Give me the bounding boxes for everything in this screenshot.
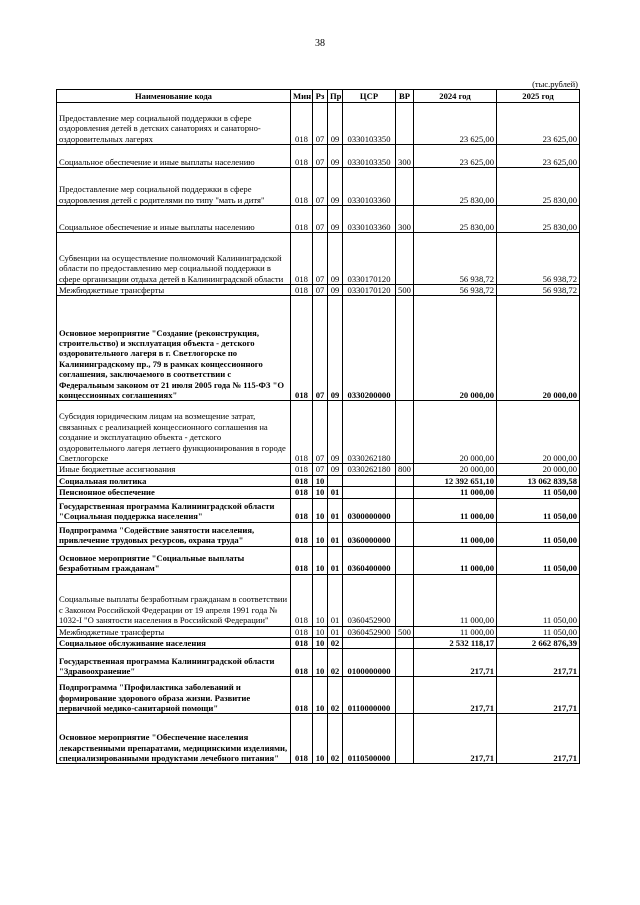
min-cell: 018 <box>291 649 313 677</box>
csr-cell: 0110000000 <box>343 677 396 714</box>
header-vr: ВР <box>396 90 414 103</box>
vr-cell <box>396 475 414 486</box>
units-label: (тыс.рублей) <box>532 79 578 89</box>
amount-2024-cell: 217,71 <box>414 714 497 764</box>
csr-cell: 0360000000 <box>343 522 396 546</box>
header-2025: 2025 год <box>497 90 580 103</box>
amount-2024-cell: 11 000,00 <box>414 574 497 626</box>
min-cell: 018 <box>291 487 313 498</box>
vr-cell: 800 <box>396 464 414 475</box>
name-cell: Социальное обеспечение и иные выплаты населению <box>57 145 291 168</box>
min-cell: 018 <box>291 168 313 206</box>
header-2024: 2024 год <box>414 90 497 103</box>
min-cell: 018 <box>291 677 313 714</box>
csr-cell: 0330170120 <box>343 233 396 285</box>
vr-cell <box>396 649 414 677</box>
name-cell: Основное мероприятие "Создание (реконструкция, строительство) и эксплуатация объекта - детского оздоровительного лагеря в г. Светлогорске по Калининградскому пр., 79 в рамках концессионного соглашения, заключаемого в соответствии с Федеральным законом от 21 июля 2005 года № 115-ФЗ "О концессионных соглашениях" <box>57 296 291 401</box>
rz-cell: 10 <box>313 626 328 637</box>
amount-2025-cell: 217,71 <box>497 714 580 764</box>
amount-2025-cell: 217,71 <box>497 649 580 677</box>
vr-cell <box>396 546 414 574</box>
min-cell: 018 <box>291 296 313 401</box>
table-row <box>57 103 580 145</box>
header-min: Мин <box>291 90 313 103</box>
table-row <box>57 714 580 764</box>
vr-cell <box>396 498 414 522</box>
csr-cell <box>343 487 396 498</box>
amount-2025-cell: 23 625,00 <box>497 103 580 145</box>
vr-cell: 300 <box>396 145 414 168</box>
pr-cell: 01 <box>328 487 343 498</box>
csr-cell: 0300000000 <box>343 498 396 522</box>
pr-cell: 09 <box>328 145 343 168</box>
rz-cell: 07 <box>313 401 328 464</box>
name-cell: Межбюджетные трансферты <box>57 626 291 637</box>
vr-cell <box>396 638 414 649</box>
min-cell: 018 <box>291 638 313 649</box>
page-number: 38 <box>315 38 325 49</box>
name-cell: Подпрограмма "Профилактика заболеваний и формирование здорового образа жизни. Развитие первичной медико-санитарной помощи" <box>57 677 291 714</box>
rz-cell: 10 <box>313 522 328 546</box>
table-header-row <box>57 90 580 103</box>
rz-cell: 10 <box>313 498 328 522</box>
pr-cell: 09 <box>328 233 343 285</box>
amount-2024-cell: 25 830,00 <box>414 168 497 206</box>
min-cell: 018 <box>291 464 313 475</box>
csr-cell: 0110500000 <box>343 714 396 764</box>
pr-cell: 01 <box>328 546 343 574</box>
name-cell: Предоставление мер социальной поддержки в сфере оздоровления детей с родителями по типу "мать и дитя" <box>57 168 291 206</box>
name-cell: Социальное обеспечение и иные выплаты населению <box>57 206 291 233</box>
csr-cell: 0330103350 <box>343 103 396 145</box>
pr-cell: 02 <box>328 638 343 649</box>
table-row <box>57 206 580 233</box>
amount-2024-cell: 11 000,00 <box>414 626 497 637</box>
name-cell: Предоставление мер социальной поддержки в сфере оздоровления детей в детских санаториях и санаторно-оздоровительных лагерях <box>57 103 291 145</box>
table-row <box>57 233 580 285</box>
amount-2024-cell: 20 000,00 <box>414 401 497 464</box>
table-row <box>57 626 580 637</box>
amount-2025-cell: 23 625,00 <box>497 145 580 168</box>
amount-2024-cell: 11 000,00 <box>414 487 497 498</box>
csr-cell: 0330262180 <box>343 464 396 475</box>
table-row <box>57 285 580 296</box>
rz-cell: 07 <box>313 145 328 168</box>
csr-cell: 0360452900 <box>343 626 396 637</box>
pr-cell: 09 <box>328 296 343 401</box>
amount-2024-cell: 23 625,00 <box>414 103 497 145</box>
csr-cell: 0100000000 <box>343 649 396 677</box>
amount-2024-cell: 217,71 <box>414 649 497 677</box>
rz-cell: 07 <box>313 296 328 401</box>
header-rz: Рз <box>313 90 328 103</box>
rz-cell: 10 <box>313 649 328 677</box>
amount-2025-cell: 56 938,72 <box>497 233 580 285</box>
vr-cell <box>396 522 414 546</box>
vr-cell <box>396 103 414 145</box>
amount-2024-cell: 11 000,00 <box>414 522 497 546</box>
amount-2025-cell: 11 050,00 <box>497 522 580 546</box>
pr-cell: 09 <box>328 285 343 296</box>
amount-2024-cell: 11 000,00 <box>414 546 497 574</box>
table-row <box>57 498 580 522</box>
rz-cell: 07 <box>313 103 328 145</box>
min-cell: 018 <box>291 522 313 546</box>
table-row <box>57 475 580 486</box>
rz-cell: 07 <box>313 285 328 296</box>
pr-cell: 01 <box>328 574 343 626</box>
vr-cell <box>396 487 414 498</box>
amount-2025-cell: 11 050,00 <box>497 626 580 637</box>
amount-2024-cell: 20 000,00 <box>414 464 497 475</box>
table-row <box>57 638 580 649</box>
header-pr: Пр <box>328 90 343 103</box>
amount-2024-cell: 25 830,00 <box>414 206 497 233</box>
vr-cell: 500 <box>396 285 414 296</box>
vr-cell: 500 <box>396 626 414 637</box>
table-row <box>57 145 580 168</box>
table-row <box>57 546 580 574</box>
amount-2025-cell: 11 050,00 <box>497 574 580 626</box>
rz-cell: 10 <box>313 475 328 486</box>
min-cell: 018 <box>291 285 313 296</box>
rz-cell: 07 <box>313 168 328 206</box>
amount-2024-cell: 56 938,72 <box>414 233 497 285</box>
min-cell: 018 <box>291 145 313 168</box>
rz-cell: 10 <box>313 487 328 498</box>
amount-2025-cell: 13 062 839,58 <box>497 475 580 486</box>
min-cell: 018 <box>291 498 313 522</box>
amount-2024-cell: 2 532 118,17 <box>414 638 497 649</box>
amount-2024-cell: 20 000,00 <box>414 296 497 401</box>
rz-cell: 10 <box>313 714 328 764</box>
pr-cell: 09 <box>328 464 343 475</box>
table-row <box>57 401 580 464</box>
name-cell: Основное мероприятие "Социальные выплаты безработным гражданам" <box>57 546 291 574</box>
name-cell: Социальные выплаты безработным гражданам в соответствии с Законом Российской Федерации от 19 апреля 1991 года № 1032-I "О занятости населения в Российской Федерации" <box>57 574 291 626</box>
vr-cell <box>396 574 414 626</box>
csr-cell: 0330103360 <box>343 206 396 233</box>
pr-cell <box>328 475 343 486</box>
pr-cell: 09 <box>328 206 343 233</box>
table-row <box>57 487 580 498</box>
vr-cell <box>396 677 414 714</box>
min-cell: 018 <box>291 546 313 574</box>
rz-cell: 07 <box>313 464 328 475</box>
amount-2024-cell: 11 000,00 <box>414 498 497 522</box>
amount-2025-cell: 11 050,00 <box>497 546 580 574</box>
min-cell: 018 <box>291 206 313 233</box>
name-cell: Государственная программа Калининградской области "Здравоохранение" <box>57 649 291 677</box>
vr-cell <box>396 233 414 285</box>
vr-cell: 300 <box>396 206 414 233</box>
rz-cell: 10 <box>313 574 328 626</box>
table-row <box>57 522 580 546</box>
table-row <box>57 168 580 206</box>
pr-cell: 01 <box>328 626 343 637</box>
amount-2025-cell: 217,71 <box>497 677 580 714</box>
pr-cell: 09 <box>328 103 343 145</box>
min-cell: 018 <box>291 626 313 637</box>
table-body <box>57 103 580 764</box>
csr-cell: 0330170120 <box>343 285 396 296</box>
table-row <box>57 296 580 401</box>
pr-cell: 01 <box>328 498 343 522</box>
pr-cell: 02 <box>328 714 343 764</box>
vr-cell <box>396 714 414 764</box>
name-cell: Основное мероприятие "Обеспечение населения лекарственными препаратами, медицинскими изделиями, специализированными продуктами лечебного питания" <box>57 714 291 764</box>
name-cell: Государственная программа Калининградской области "Социальная поддержка населения" <box>57 498 291 522</box>
pr-cell: 02 <box>328 677 343 714</box>
rz-cell: 07 <box>313 233 328 285</box>
amount-2025-cell: 2 662 876,39 <box>497 638 580 649</box>
amount-2024-cell: 12 392 651,10 <box>414 475 497 486</box>
name-cell: Социальная политика <box>57 475 291 486</box>
table-row <box>57 677 580 714</box>
csr-cell: 0330103350 <box>343 145 396 168</box>
csr-cell: 0330200000 <box>343 296 396 401</box>
pr-cell: 01 <box>328 522 343 546</box>
min-cell: 018 <box>291 401 313 464</box>
amount-2025-cell: 20 000,00 <box>497 464 580 475</box>
vr-cell <box>396 296 414 401</box>
amount-2025-cell: 11 050,00 <box>497 487 580 498</box>
name-cell: Подпрограмма "Содействие занятости населения, привлечение трудовых ресурсов, охрана труда" <box>57 522 291 546</box>
vr-cell <box>396 168 414 206</box>
csr-cell <box>343 475 396 486</box>
csr-cell: 0360400000 <box>343 546 396 574</box>
csr-cell <box>343 638 396 649</box>
name-cell: Субсидия юридическим лицам на возмещение затрат, связанных с реализацией концессионного соглашения на создание и эксплуатацию объекта - детского оздоровительного лагеря летнего функционирования в городе Светлогорске <box>57 401 291 464</box>
amount-2024-cell: 56 938,72 <box>414 285 497 296</box>
name-cell: Социальное обслуживание населения <box>57 638 291 649</box>
rz-cell: 10 <box>313 638 328 649</box>
pr-cell: 09 <box>328 168 343 206</box>
amount-2025-cell: 25 830,00 <box>497 206 580 233</box>
csr-cell: 0330262180 <box>343 401 396 464</box>
amount-2024-cell: 23 625,00 <box>414 145 497 168</box>
table-row <box>57 574 580 626</box>
name-cell: Иные бюджетные ассигнования <box>57 464 291 475</box>
vr-cell <box>396 401 414 464</box>
min-cell: 018 <box>291 475 313 486</box>
budget-table <box>56 89 580 764</box>
name-cell: Межбюджетные трансферты <box>57 285 291 296</box>
rz-cell: 10 <box>313 677 328 714</box>
csr-cell: 0360452900 <box>343 574 396 626</box>
amount-2025-cell: 11 050,00 <box>497 498 580 522</box>
table-row <box>57 464 580 475</box>
header-csr: ЦСР <box>343 90 396 103</box>
rz-cell: 10 <box>313 546 328 574</box>
amount-2025-cell: 20 000,00 <box>497 296 580 401</box>
rz-cell: 07 <box>313 206 328 233</box>
amount-2025-cell: 25 830,00 <box>497 168 580 206</box>
csr-cell: 0330103360 <box>343 168 396 206</box>
pr-cell: 02 <box>328 649 343 677</box>
header-name: Наименование кода <box>57 90 291 103</box>
table-row <box>57 649 580 677</box>
name-cell: Субвенции на осуществление полномочий Калининградской области по предоставлению мер социальной поддержки в сфере организации отдыха детей в Калининградской области <box>57 233 291 285</box>
amount-2025-cell: 56 938,72 <box>497 285 580 296</box>
name-cell: Пенсионное обеспечение <box>57 487 291 498</box>
amount-2025-cell: 20 000,00 <box>497 401 580 464</box>
min-cell: 018 <box>291 233 313 285</box>
min-cell: 018 <box>291 714 313 764</box>
min-cell: 018 <box>291 103 313 145</box>
pr-cell: 09 <box>328 401 343 464</box>
min-cell: 018 <box>291 574 313 626</box>
amount-2024-cell: 217,71 <box>414 677 497 714</box>
